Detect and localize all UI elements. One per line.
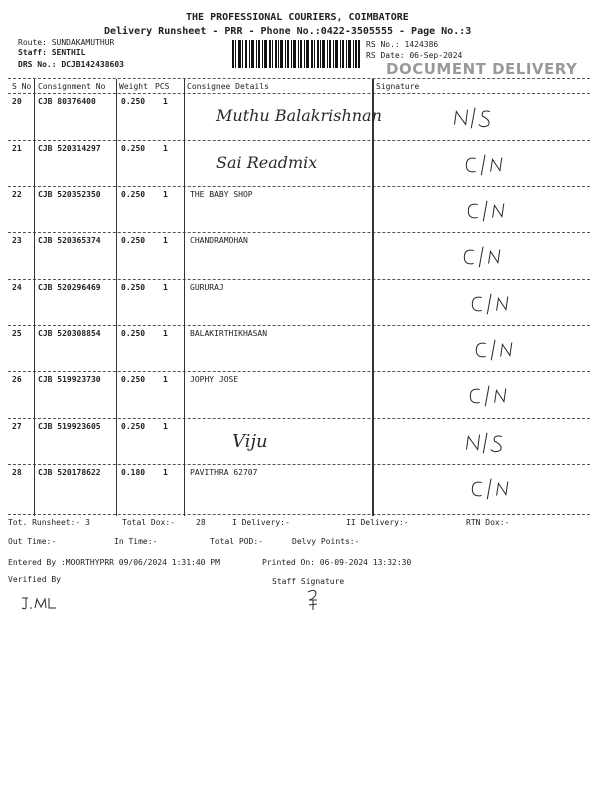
in-time: In Time:- [114, 537, 158, 546]
row-sno: 26 [12, 375, 22, 384]
row-divider [8, 186, 590, 187]
row-pcs: 1 [163, 375, 168, 384]
signature-mark-cn [460, 336, 530, 364]
col-header-consignment: Consignment No [38, 82, 106, 91]
signature-mark-ns [440, 104, 510, 132]
signature-mark-cn [448, 243, 518, 271]
row-divider [8, 232, 590, 233]
row-weight: 0.180 [121, 468, 146, 477]
row-consignment-no: CJB 80376400 [38, 97, 96, 106]
entered-by: Entered By :MOORTHYPRR 09/06/2024 1:31:40 PM [8, 558, 220, 567]
row-consignment-no: CJB 520314297 [38, 144, 101, 153]
verified-by-label: Verified By [8, 575, 61, 584]
staff-label: Staff: SENTHIL [18, 48, 86, 57]
row-consignment-no: CJB 520296469 [38, 283, 101, 292]
row-weight: 0.250 [121, 283, 146, 292]
row-sno: 25 [12, 329, 22, 338]
row-consignee: PAVITHRA 62707 [190, 468, 258, 477]
row-weight: 0.250 [121, 422, 146, 431]
row-pcs: 1 [163, 468, 168, 477]
row-consignee: BALAKIRTHIKHASAN [190, 329, 268, 338]
row-consignee: GURURAJ [190, 283, 224, 292]
row-consignment-no: CJB 520352350 [38, 190, 101, 199]
total-pod: Total POD:- [210, 537, 263, 546]
row-consignment-no: CJB 520365374 [38, 236, 101, 245]
barcode-icon [232, 40, 360, 68]
signature-mark-cn [454, 382, 524, 410]
total-dox-label: Total Dox:- [122, 518, 175, 527]
verified-initials-handwriting [18, 594, 64, 612]
column-divider [116, 79, 117, 516]
signature-mark-cn [456, 290, 526, 318]
rs-date: RS Date: 06-Sep-2024 [366, 51, 463, 60]
header-bottom-rule [8, 93, 590, 94]
row-divider [8, 371, 590, 372]
column-divider [34, 79, 35, 516]
rs-number: RS No.: 1424386 [366, 40, 439, 49]
out-time: Out Time:- [8, 537, 57, 546]
drs-number: DRS No.: DCJB142438603 [18, 60, 124, 69]
row-sno: 22 [12, 190, 22, 199]
ii-delivery: II Delivery:- [346, 518, 409, 527]
column-divider [184, 79, 185, 516]
row-divider [8, 140, 590, 141]
row-weight: 0.250 [121, 190, 146, 199]
row-divider [8, 279, 590, 280]
row-pcs: 1 [163, 329, 168, 338]
row-pcs: 1 [163, 422, 168, 431]
staff-signature-scribble [302, 588, 324, 612]
table-top-rule [8, 78, 590, 79]
row-weight: 0.250 [121, 329, 146, 338]
staff-signature-label: Staff Signature [272, 577, 345, 586]
column-divider [372, 79, 374, 516]
total-dox-value: 28 [196, 518, 206, 527]
col-header-consignee: Consignee Details [187, 82, 269, 91]
row-weight: 0.250 [121, 236, 146, 245]
row-weight: 0.250 [121, 97, 146, 106]
route-label: Route: SUNDAKAMUTHUR [18, 38, 115, 47]
col-header-sno: S No [12, 82, 32, 91]
row-divider [8, 464, 590, 465]
row-consignee-handwritten: Sai Readmix [216, 153, 318, 172]
row-weight: 0.250 [121, 144, 146, 153]
row-sno: 27 [12, 422, 22, 431]
row-consignee: THE BABY SHOP [190, 190, 253, 199]
row-consignment-no: CJB 519923730 [38, 375, 101, 384]
row-weight: 0.250 [121, 375, 146, 384]
row-pcs: 1 [163, 283, 168, 292]
row-pcs: 1 [163, 97, 168, 106]
total-runsheet: Tot. Runsheet:- 3 [8, 518, 90, 527]
row-consignee-handwritten: Viju [232, 431, 268, 452]
col-header-signature: Signature [376, 82, 420, 91]
printed-on: Printed On: 06-09-2024 13:32:30 [262, 558, 412, 567]
row-pcs: 1 [163, 236, 168, 245]
row-divider [8, 325, 590, 326]
signature-mark-cn [456, 475, 526, 503]
row-sno: 23 [12, 236, 22, 245]
signature-mark-cn [450, 151, 520, 179]
document-delivery-stamp: DOCUMENT DELIVERY [386, 60, 578, 78]
row-consignee: CHANDRAMOHAN [190, 236, 248, 245]
row-consignment-no: CJB 519923605 [38, 422, 101, 431]
row-consignment-no: CJB 520178622 [38, 468, 101, 477]
company-name: THE PROFESSIONAL COURIERS, COIMBATORE [186, 12, 409, 23]
col-header-weight: Weight [119, 82, 148, 91]
signature-mark-ns [452, 429, 522, 457]
delvy-points: Delvy Points:- [292, 537, 360, 546]
row-divider [8, 418, 590, 419]
row-sno: 28 [12, 468, 22, 477]
row-pcs: 1 [163, 144, 168, 153]
runsheet-subtitle: Delivery Runsheet - PRR - Phone No.:0422-3505555 - Page No.:3 [104, 26, 472, 37]
row-sno: 24 [12, 283, 22, 292]
i-delivery: I Delivery:- [232, 518, 290, 527]
rtn-dox: RTN Dox:- [466, 518, 510, 527]
row-consignment-no: CJB 520308854 [38, 329, 101, 338]
signature-mark-cn [452, 197, 522, 225]
col-header-pcs: PCS [155, 82, 170, 91]
row-sno: 21 [12, 144, 22, 153]
row-consignee-handwritten: Muthu Balakrishnan [216, 106, 382, 125]
table-bottom-rule [8, 514, 590, 515]
row-sno: 20 [12, 97, 22, 106]
row-pcs: 1 [163, 190, 168, 199]
row-consignee: JOPHY JOSE [190, 375, 239, 384]
